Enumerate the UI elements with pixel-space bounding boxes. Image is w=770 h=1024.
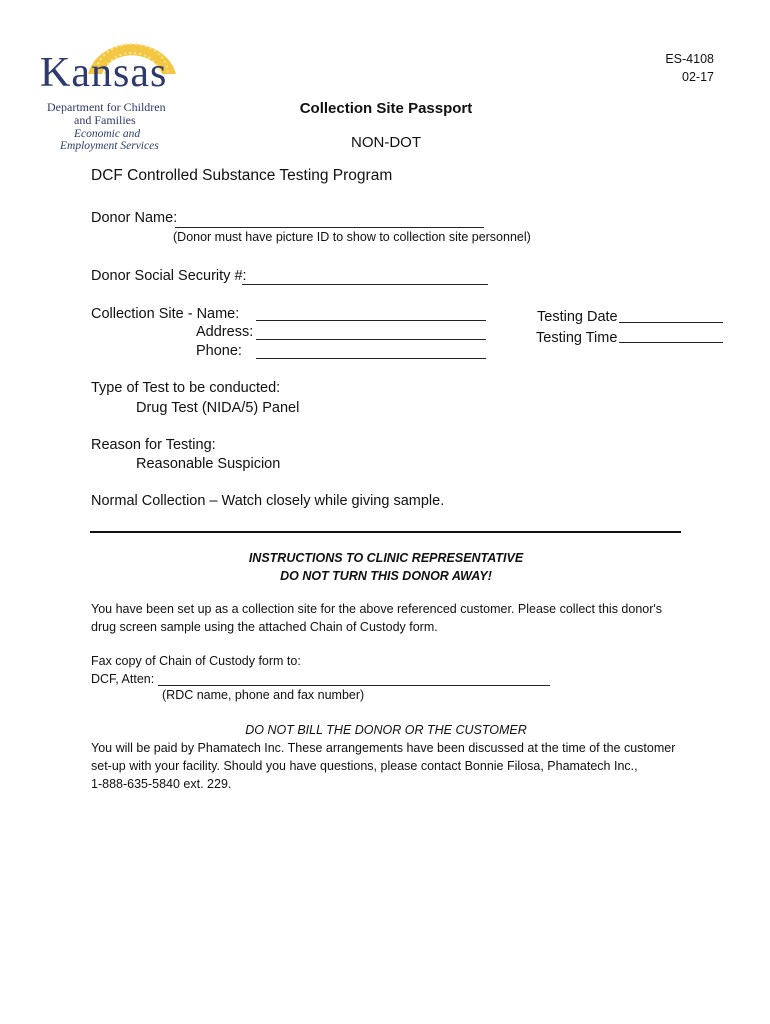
site-name-field[interactable] [256,320,486,321]
testing-time-field[interactable] [619,342,723,343]
test-type-label: Type of Test to be conducted: [91,380,281,396]
site-phone-field[interactable] [256,358,486,359]
page-title: Collection Site Passport [299,100,473,117]
donor-name-note: (Donor must have picture ID to show to collection site personnel) [173,230,531,244]
test-reason-value: Reasonable Suspicion [136,456,281,472]
instructions-heading: INSTRUCTIONS TO CLINIC REPRESENTATIVE [248,551,524,565]
do-not-turn-away-heading: DO NOT TURN THIS DONOR AWAY! [280,569,492,583]
section-divider [90,531,681,533]
no-bill-notice: DO NOT BILL THE DONOR OR THE CUSTOMER [245,723,527,737]
atten-label: DCF, Atten: [91,672,155,686]
donor-name-field[interactable] [175,227,484,228]
site-address-label: Address: [196,324,254,340]
logo-department: Department for Children [47,100,166,114]
test-type-value: Drug Test (NIDA/5) Panel [136,400,300,416]
payment-para-line2: set-up with your facility. Should you have questions, please contact Bonnie Filosa, Phamatech Inc., [91,759,638,773]
test-reason-label: Reason for Testing: [91,437,216,453]
program-title: DCF Controlled Substance Testing Program [91,167,393,184]
testing-date-label: Testing Date [537,309,618,325]
atten-field[interactable] [158,685,550,686]
contact-phone: 1-888-635-5840 ext. 229. [91,777,232,791]
site-phone-label: Phone: [196,343,242,359]
site-address-field[interactable] [256,339,486,340]
testing-date-field[interactable] [619,322,723,323]
ssn-field[interactable] [242,284,488,285]
payment-para-line1: You will be paid by Phamatech Inc. These arrangements have been discussed at the time of the customer [91,741,676,755]
ssn-label: Donor Social Security #: [91,268,247,284]
donor-name-label: Donor Name: [91,210,178,226]
logo-wordmark: Kansas [40,50,168,96]
form-number: ES-4108 [665,52,714,66]
instructions-para1-line1: You have been set up as a collection site for the above referenced customer. Please collect this donor's [91,602,663,616]
fax-instruction: Fax copy of Chain of Custody form to: [91,654,301,668]
instructions-para1-line2: drug screen sample using the attached Chain of Custody form. [91,620,438,634]
atten-note: (RDC name, phone and fax number) [162,688,365,702]
collection-note: Normal Collection – Watch closely while giving sample. [91,493,445,509]
site-name-label: Collection Site - Name: [91,306,240,322]
page-subtitle: NON-DOT [351,134,421,151]
logo-economic: Economic and [74,128,141,140]
form-revision: 02-17 [682,70,714,84]
logo-employment: Employment Services [60,140,159,152]
logo-families: and Families [74,113,136,127]
testing-time-label: Testing Time [536,330,618,346]
